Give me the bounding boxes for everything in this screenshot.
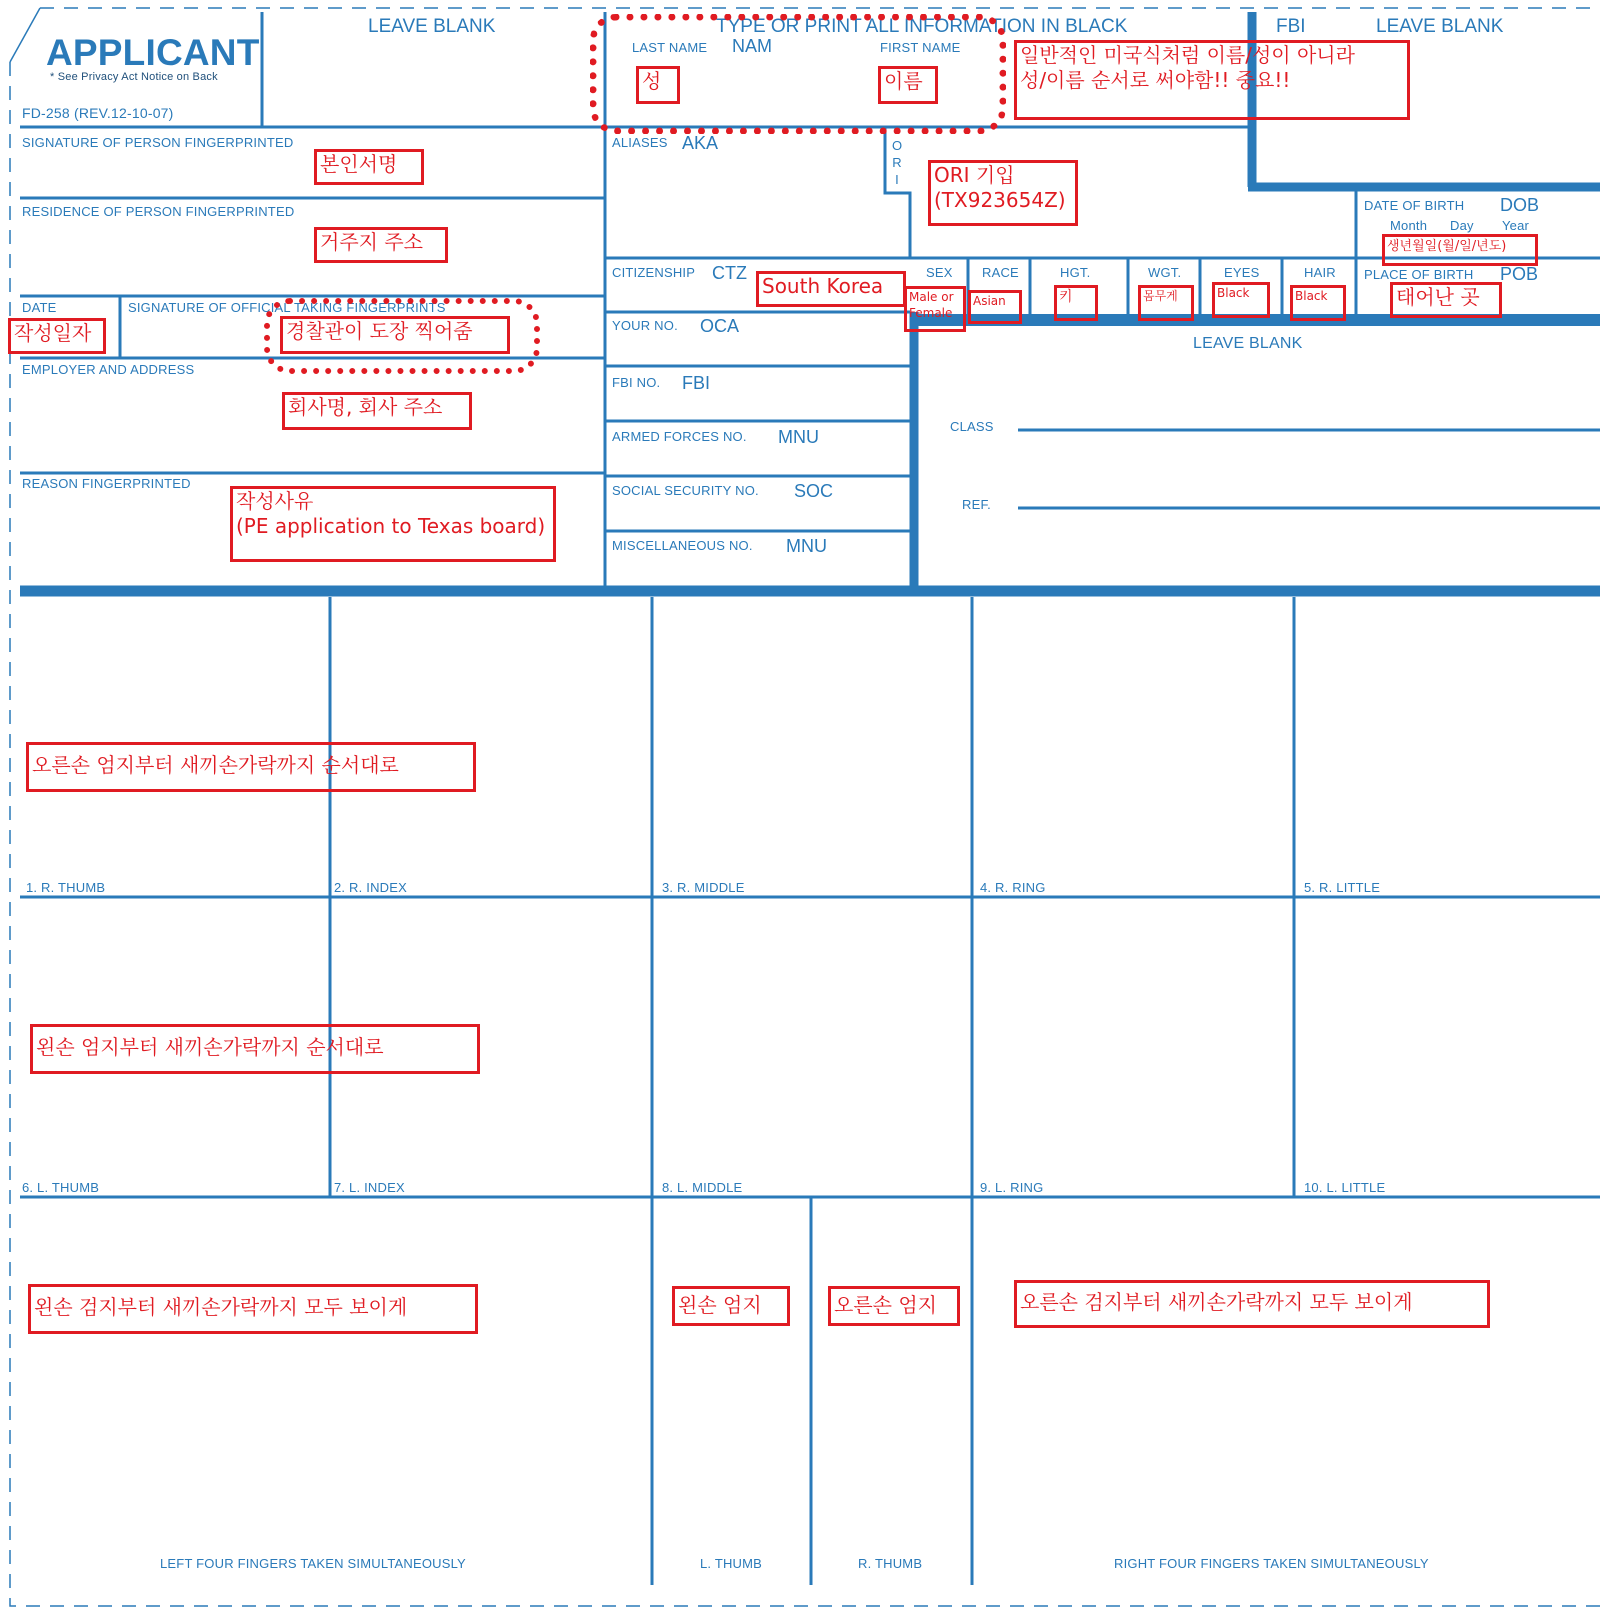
- annotation-right-hand: 오른손 엄지부터 새끼손가락까지 순서대로: [26, 742, 476, 792]
- annotation-ori-line1: ORI 기입: [934, 163, 1015, 187]
- annotation-left-thumb: 왼손 엄지: [672, 1286, 790, 1326]
- annotation-employer: 회사명, 회사 주소: [282, 392, 472, 430]
- your-no-label: YOUR NO.: [612, 318, 678, 333]
- annotation-residence: 거주지 주소: [314, 227, 448, 263]
- citizenship-label: CITIZENSHIP: [612, 265, 696, 280]
- finger-label: 2. R. INDEX: [334, 880, 407, 895]
- mnu-code-1: MNU: [778, 427, 819, 447]
- ori-label: O R I: [892, 138, 903, 187]
- annotation-eyes: Black: [1212, 282, 1270, 318]
- finger-label: 7. L. INDEX: [334, 1180, 405, 1195]
- finger-label: 8. L. MIDDLE: [662, 1180, 743, 1195]
- annotation-race: Asian: [968, 290, 1022, 324]
- soc-code: SOC: [794, 481, 834, 501]
- annotation-reason-line1: 작성사유: [236, 489, 314, 513]
- last-name-label: LAST NAME: [632, 40, 708, 55]
- leave-blank-header: LEAVE BLANK: [368, 16, 496, 37]
- armed-forces-label: ARMED FORCES NO.: [612, 429, 747, 444]
- finger-label: 6. L. THUMB: [22, 1180, 100, 1195]
- form-title: APPLICANT: [46, 32, 260, 73]
- finger-label: 1. R. THUMB: [26, 880, 106, 895]
- signature-label: SIGNATURE OF PERSON FINGERPRINTED: [22, 135, 294, 150]
- first-name-label: FIRST NAME: [880, 40, 961, 55]
- annotation-sex-line1: Male or: [909, 290, 954, 304]
- annotation-wgt: 몸무게: [1138, 285, 1194, 321]
- annotation-left-four: 왼손 검지부터 새끼손가락까지 모두 보이게: [28, 1284, 478, 1334]
- annotation-last: 성: [636, 66, 680, 104]
- fbi-code: FBI: [682, 373, 711, 393]
- hair-label: HAIR: [1304, 265, 1336, 280]
- reason-label: REASON FINGERPRINTED: [22, 476, 191, 491]
- ref-label: REF.: [962, 497, 991, 512]
- pob-code: POB: [1500, 264, 1539, 284]
- leave-blank-label: LEAVE BLANK: [1193, 335, 1303, 352]
- annotation-citizenship: South Korea: [756, 271, 906, 307]
- month-label: Month: [1390, 218, 1428, 233]
- finger-label: 4. R. RING: [980, 880, 1046, 895]
- ctz-code: CTZ: [712, 263, 747, 283]
- annotation-date: 작성일자: [8, 318, 106, 354]
- finger-label: 5. R. LITTLE: [1304, 880, 1381, 895]
- aliases-label: ALIASES: [612, 135, 668, 150]
- dob-code: DOB: [1500, 195, 1540, 215]
- fbi-header: FBI: [1276, 16, 1306, 37]
- residence-label: RESIDENCE OF PERSON FINGERPRINTED: [22, 204, 295, 219]
- mnu-code-2: MNU: [786, 536, 827, 556]
- annotation-left-hand: 왼손 엄지부터 새끼손가락까지 순서대로: [30, 1024, 480, 1074]
- annotation-signature: 본인서명: [314, 149, 424, 185]
- class-label: CLASS: [950, 419, 994, 434]
- annotation-ori-line2: (TX923654Z): [934, 188, 1066, 212]
- privacy-note: * See Privacy Act Notice on Back: [50, 71, 218, 83]
- left-thumb-label: L. THUMB: [700, 1556, 763, 1571]
- right-thumb-label: R. THUMB: [858, 1556, 923, 1571]
- finger-label: 9. L. RING: [980, 1180, 1044, 1195]
- day-label: Day: [1450, 218, 1474, 233]
- annotation-dob: 생년월일(월/일/년도): [1382, 234, 1538, 266]
- date-label: DATE: [22, 300, 57, 315]
- aka-code: AKA: [682, 133, 719, 153]
- annotation-ori: [928, 160, 1078, 226]
- wgt-label: WGT.: [1148, 265, 1182, 280]
- annotation-hgt: 키: [1054, 285, 1098, 321]
- right-four-label: RIGHT FOUR FINGERS TAKEN SIMULTANEOUSLY: [1114, 1556, 1429, 1571]
- annotation-sex: [904, 286, 966, 332]
- annotation-name-order-line1: 일반적인 미국식처럼 이름/성이 아니라: [1020, 43, 1355, 67]
- employer-label: EMPLOYER AND ADDRESS: [22, 362, 195, 377]
- eyes-label: EYES: [1224, 265, 1260, 280]
- ssn-label: SOCIAL SECURITY NO.: [612, 483, 759, 498]
- annotation-right-four: 오른손 검지부터 새끼손가락까지 모두 보이게: [1014, 1280, 1490, 1328]
- annotation-reason-line2: (PE application to Texas board): [236, 514, 546, 538]
- annotation-hair: Black: [1290, 285, 1346, 321]
- fbi-no-label: FBI NO.: [612, 375, 661, 390]
- place-of-birth-label: PLACE OF BIRTH: [1364, 267, 1474, 282]
- leave-blank-fbi: LEAVE BLANK: [1376, 16, 1504, 37]
- left-four-label: LEFT FOUR FINGERS TAKEN SIMULTANEOUSLY: [160, 1556, 466, 1571]
- annotation-name-order-line2: 성/이름 순서로 써야함!! 중요!!: [1020, 68, 1291, 92]
- sex-label: SEX: [926, 265, 953, 280]
- type-or-print-note: TYPE OR PRINT ALL INFORMATION IN BLACK: [716, 16, 1128, 37]
- annotation-name-order: [1014, 40, 1410, 120]
- finger-label: 10. L. LITTLE: [1304, 1180, 1386, 1195]
- annotation-right-thumb: 오른손 엄지: [828, 1286, 960, 1326]
- race-label: RACE: [982, 265, 1019, 280]
- finger-label: 3. R. MIDDLE: [662, 880, 745, 895]
- hgt-label: HGT.: [1060, 265, 1091, 280]
- form-number: FD-258 (REV.12-10-07): [22, 105, 174, 121]
- annotation-reason: [230, 486, 556, 562]
- misc-label: MISCELLANEOUS NO.: [612, 538, 753, 553]
- annotation-official: 경찰관이 도장 찍어줌: [280, 316, 510, 354]
- year-label: Year: [1502, 218, 1530, 233]
- signature-official-label: SIGNATURE OF OFFICIAL TAKING FINGERPRINTS: [128, 300, 446, 315]
- nam-code: NAM: [732, 36, 772, 56]
- oca-code: OCA: [700, 316, 740, 336]
- annotation-pob: 태어난 곳: [1390, 282, 1502, 318]
- annotation-sex-line2: Female: [909, 306, 953, 321]
- annotation-first: 이름: [878, 66, 938, 104]
- date-of-birth-label: DATE OF BIRTH: [1364, 198, 1465, 213]
